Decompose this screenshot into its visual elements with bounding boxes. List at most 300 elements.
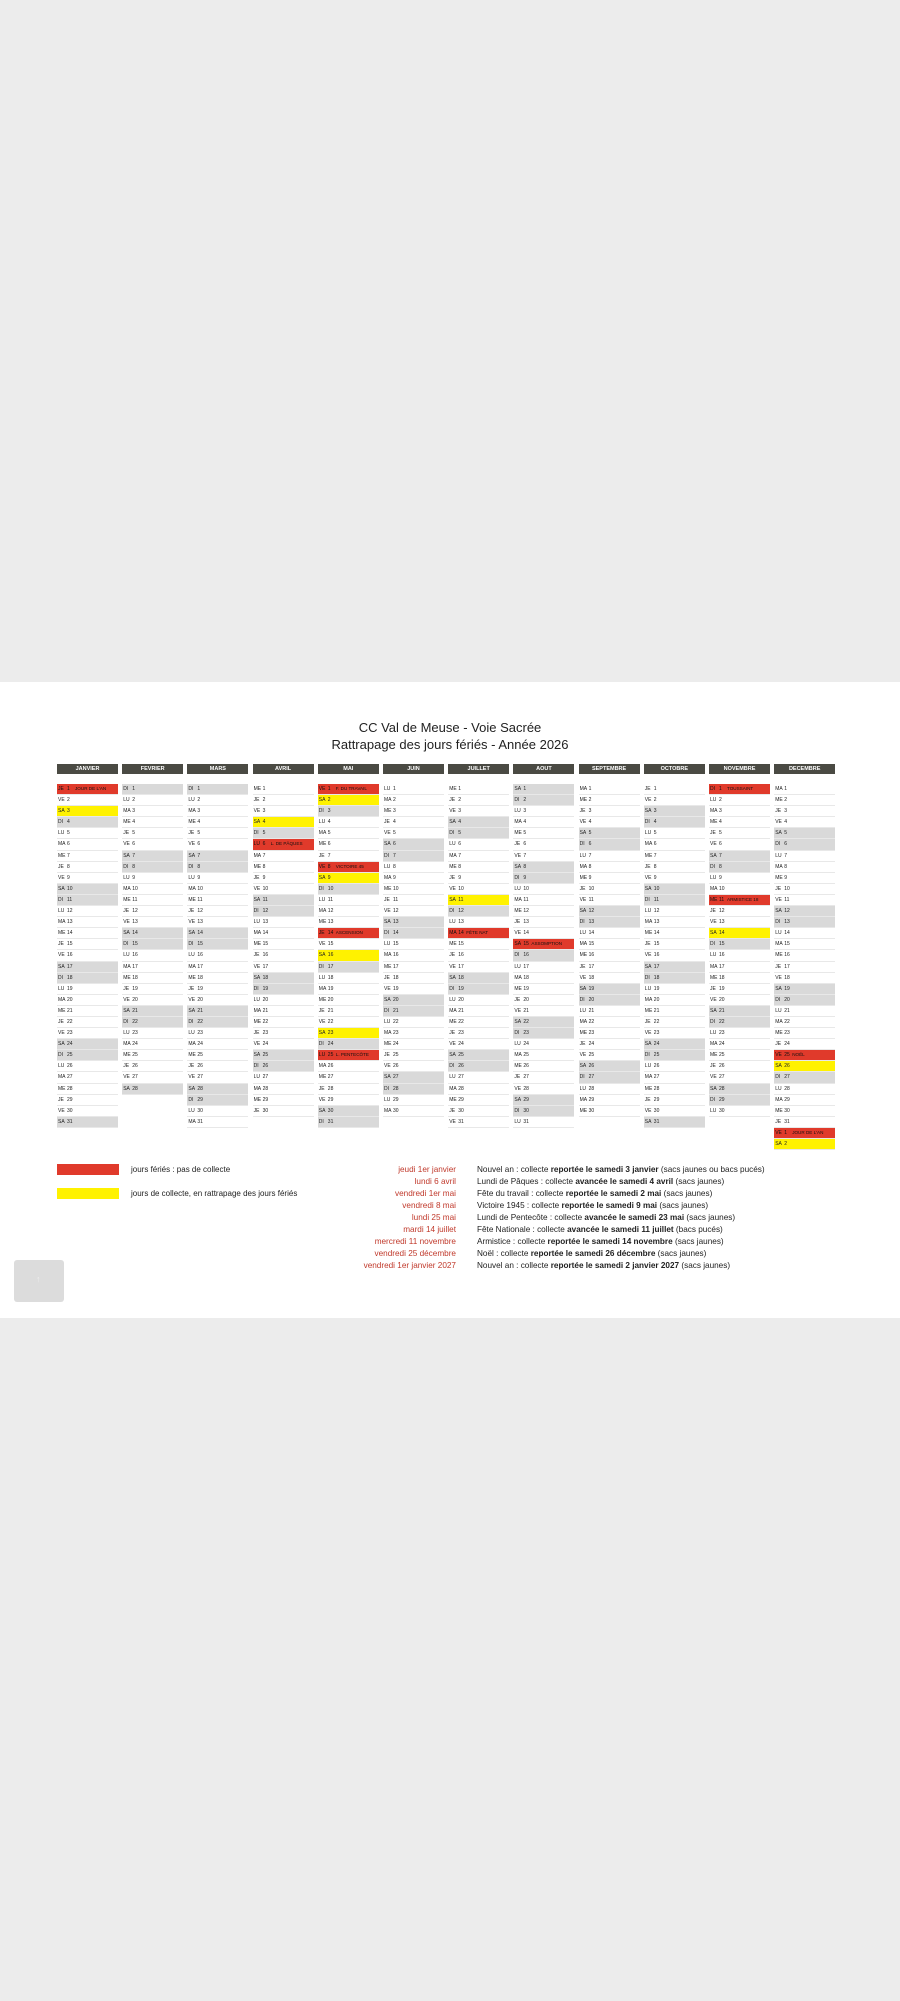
day-number: 31 xyxy=(197,1118,203,1125)
day-row xyxy=(57,973,118,984)
weekday-label: JE xyxy=(318,1007,325,1014)
weekday-label: SA xyxy=(123,852,130,859)
day-number: 20 xyxy=(67,996,73,1003)
day-number: 26 xyxy=(523,1063,529,1070)
day-number: 24 xyxy=(393,1041,399,1048)
day-row xyxy=(644,1017,705,1028)
weekday-label: ME xyxy=(710,896,718,903)
weekday-label: VE xyxy=(514,1085,522,1092)
day-row xyxy=(774,1084,835,1095)
weekday-label: MA xyxy=(514,896,522,903)
weekday-label: JE xyxy=(710,908,716,915)
holiday-label: L. DE PÂQUES xyxy=(270,841,303,847)
day-row xyxy=(644,806,705,817)
day-row xyxy=(318,873,379,884)
day-number: 9 xyxy=(719,874,722,881)
month-header: JANVIER xyxy=(57,764,118,774)
weekday-label: MA xyxy=(384,1030,392,1037)
day-number: 29 xyxy=(588,1096,595,1103)
weekday-label: SA xyxy=(579,908,587,915)
weekday-label: LU xyxy=(253,841,260,848)
day-row xyxy=(709,950,770,961)
day-row xyxy=(644,817,705,828)
weekday-label: DI xyxy=(579,841,585,848)
day-row xyxy=(187,862,248,873)
day-number: 22 xyxy=(262,1018,269,1025)
weekday-label: ME xyxy=(253,1096,262,1103)
day-number: 25 xyxy=(262,1052,269,1059)
day-row xyxy=(318,1084,379,1095)
weekday-label: DI xyxy=(449,1063,455,1070)
weekday-label: JE xyxy=(514,841,521,848)
day-number: 17 xyxy=(67,963,73,970)
day-row xyxy=(57,1072,118,1083)
weekday-label: VE xyxy=(775,974,782,981)
day-row xyxy=(57,862,118,873)
day-row xyxy=(57,1117,118,1128)
weekday-label: DI xyxy=(384,930,389,937)
day-row xyxy=(644,795,705,806)
weekday-label: VE xyxy=(318,863,326,870)
holiday-label: ASCENSION xyxy=(335,930,363,936)
weekday-label: JE xyxy=(775,963,782,970)
day-row xyxy=(122,906,183,917)
day-row xyxy=(774,1028,835,1039)
weekday-label: VE xyxy=(579,896,587,903)
weekday-label: JE xyxy=(514,996,521,1003)
day-number: 9 xyxy=(523,874,527,881)
day-row xyxy=(579,1095,640,1106)
weekday-label: DI xyxy=(710,1096,715,1103)
day-number: 8 xyxy=(523,863,527,870)
day-row xyxy=(513,950,574,961)
weekday-label: VE xyxy=(58,797,65,804)
note-prefix: Lundi de Pentecôte : collecte xyxy=(477,1213,585,1222)
day-row xyxy=(513,917,574,928)
day-row xyxy=(57,962,118,973)
day-number: 2 xyxy=(393,797,396,804)
weekday-label: DI xyxy=(188,863,194,870)
day-row xyxy=(448,984,509,995)
day-row xyxy=(57,984,118,995)
day-row xyxy=(644,962,705,973)
document-title: CC Val de Meuse - Voie Sacrée xyxy=(358,720,542,735)
day-row xyxy=(448,884,509,895)
day-number: 19 xyxy=(588,985,595,992)
day-row xyxy=(253,906,314,917)
weekday-label: LU xyxy=(58,985,65,992)
weekday-label: ME xyxy=(514,908,522,915)
day-row xyxy=(774,1139,835,1150)
day-number: 4 xyxy=(458,819,461,826)
day-row xyxy=(448,1017,509,1028)
day-row xyxy=(187,828,248,839)
day-number: 25 xyxy=(719,1052,725,1059)
day-row xyxy=(57,939,118,950)
day-number: 23 xyxy=(132,1030,138,1037)
day-row xyxy=(253,895,314,906)
weekday-label: JE xyxy=(449,797,456,804)
holiday-description xyxy=(477,1200,708,1212)
weekday-label: DI xyxy=(123,1018,129,1025)
day-row xyxy=(774,917,835,928)
weekday-label: DI xyxy=(318,1118,324,1125)
weekday-label: MA xyxy=(579,941,588,948)
day-number: 20 xyxy=(523,996,529,1003)
day-number: 24 xyxy=(719,1041,725,1048)
day-number: 17 xyxy=(719,963,725,970)
day-number: 16 xyxy=(132,952,138,959)
day-number: 20 xyxy=(132,996,138,1003)
day-number: 8 xyxy=(327,863,331,870)
day-row xyxy=(122,828,183,839)
day-row xyxy=(122,873,183,884)
weekday-label: VE xyxy=(188,1074,196,1081)
day-number: 17 xyxy=(132,963,138,970)
weekday-label: JE xyxy=(123,985,130,992)
day-number: 13 xyxy=(197,919,203,926)
note-bold: reportée le samedi 2 mai xyxy=(565,1189,662,1198)
day-number: 12 xyxy=(393,908,399,915)
weekday-label: JE xyxy=(188,985,195,992)
day-row xyxy=(448,1072,509,1083)
day-number: 29 xyxy=(262,1096,269,1103)
day-row xyxy=(253,1039,314,1050)
legend-rattrapage-label: jours de collecte, en rattrapage des jours fériés xyxy=(131,1189,298,1198)
weekday-label: SA xyxy=(579,1063,587,1070)
day-number: 13 xyxy=(784,919,790,926)
weekday-label: MA xyxy=(710,808,718,815)
note-suffix: (sacs jaunes) xyxy=(655,1249,707,1258)
day-row xyxy=(579,1028,640,1039)
weekday-label: ME xyxy=(644,1085,653,1092)
weekday-label: SA xyxy=(318,1107,326,1114)
day-row xyxy=(513,1095,574,1106)
day-row xyxy=(383,895,444,906)
day-row xyxy=(774,839,835,850)
day-number: 7 xyxy=(327,852,331,859)
day-row xyxy=(318,1017,379,1028)
weekday-label: ME xyxy=(579,874,588,881)
day-number: 6 xyxy=(784,841,787,848)
weekday-label: JE xyxy=(449,1107,456,1114)
day-row xyxy=(187,806,248,817)
day-row xyxy=(253,851,314,862)
day-number: 2 xyxy=(719,797,722,804)
day-number: 17 xyxy=(327,963,334,970)
day-row xyxy=(187,973,248,984)
day-row xyxy=(187,917,248,928)
day-row xyxy=(187,939,248,950)
day-row xyxy=(644,1039,705,1050)
day-number: 26 xyxy=(327,1063,334,1070)
weekday-label: VE xyxy=(188,841,196,848)
weekday-label: JE xyxy=(253,952,260,959)
day-row xyxy=(318,995,379,1006)
calendar-document xyxy=(0,682,900,1318)
day-number: 15 xyxy=(132,941,138,948)
weekday-label: JE xyxy=(123,830,130,837)
day-number: 15 xyxy=(197,941,203,948)
day-number: 5 xyxy=(784,830,787,837)
day-row xyxy=(253,1006,314,1017)
day-row xyxy=(383,839,444,850)
weekday-label: SA xyxy=(514,1018,522,1025)
day-row xyxy=(318,1039,379,1050)
weekday-label: DI xyxy=(514,797,520,804)
day-row xyxy=(774,806,835,817)
day-number: 30 xyxy=(719,1107,725,1114)
day-number: 21 xyxy=(784,1007,790,1014)
day-row xyxy=(187,1039,248,1050)
weekday-label: VE xyxy=(318,1096,326,1103)
weekday-label: SA xyxy=(514,786,522,792)
weekday-label: MA xyxy=(775,1096,783,1103)
day-row xyxy=(579,984,640,995)
day-number: 1 xyxy=(719,786,722,792)
day-number: 24 xyxy=(327,1041,334,1048)
day-row xyxy=(318,917,379,928)
weekday-label: MA xyxy=(775,941,783,948)
day-row xyxy=(187,1117,248,1128)
day-number: 22 xyxy=(67,1018,73,1025)
day-number: 14 xyxy=(719,930,725,937)
day-row xyxy=(253,1061,314,1072)
holiday-note xyxy=(300,1200,860,1212)
day-number: 4 xyxy=(653,819,657,826)
weekday-label: VE xyxy=(449,963,456,970)
month-mai xyxy=(318,764,379,1125)
day-row xyxy=(579,973,640,984)
weekday-label: ME xyxy=(58,1007,66,1014)
day-number: 16 xyxy=(197,952,203,959)
day-row xyxy=(709,962,770,973)
weekday-label: VE xyxy=(449,885,456,892)
day-number: 10 xyxy=(67,885,73,892)
note-bold: reportée le samedi 2 janvier 2027 xyxy=(550,1261,680,1270)
day-number: 6 xyxy=(523,841,527,848)
weekday-label: LU xyxy=(449,841,456,848)
note-bold: reportée le samedi 14 novembre xyxy=(547,1237,673,1246)
note-prefix: Noël : collecte xyxy=(477,1249,531,1258)
day-number: 25 xyxy=(197,1052,203,1059)
legend-ferie-label: jours fériés : pas de collecte xyxy=(131,1165,231,1174)
day-row xyxy=(187,906,248,917)
day-number: 25 xyxy=(653,1052,660,1059)
weekday-label: ME xyxy=(58,852,66,859)
weekday-label: DI xyxy=(775,841,781,848)
day-number: 1 xyxy=(132,786,135,792)
weekday-label: SA xyxy=(188,1085,196,1092)
weekday-label: LU xyxy=(318,896,326,903)
day-number: 27 xyxy=(784,1074,790,1081)
day-number: 23 xyxy=(523,1030,529,1037)
day-row xyxy=(644,839,705,850)
day-number: 27 xyxy=(393,1074,399,1081)
day-row xyxy=(253,1017,314,1028)
scroll-top-button[interactable] xyxy=(14,1260,64,1302)
weekday-label: MA xyxy=(384,874,392,881)
day-row xyxy=(318,895,379,906)
day-row xyxy=(579,917,640,928)
weekday-label: VE xyxy=(775,896,782,903)
day-row xyxy=(513,1061,574,1072)
weekday-label: VE xyxy=(710,996,717,1003)
day-row xyxy=(513,828,574,839)
day-number: 24 xyxy=(588,1041,595,1048)
day-row xyxy=(57,839,118,850)
weekday-label: SA xyxy=(123,930,130,937)
day-row xyxy=(122,795,183,806)
day-row xyxy=(57,1028,118,1039)
weekday-label: SA xyxy=(710,1085,717,1092)
weekday-label: SA xyxy=(58,808,65,815)
day-row xyxy=(579,1050,640,1061)
weekday-label: MA xyxy=(58,919,66,926)
weekday-label: SA xyxy=(449,1052,456,1059)
day-row xyxy=(513,1106,574,1117)
day-number: 15 xyxy=(458,941,464,948)
day-number: 19 xyxy=(132,985,138,992)
day-number: 18 xyxy=(393,974,399,981)
day-row xyxy=(774,1017,835,1028)
day-row xyxy=(709,928,770,939)
day-row xyxy=(774,995,835,1006)
day-number: 10 xyxy=(327,885,334,892)
holiday-date: jeudi 1er janvier xyxy=(398,1165,456,1174)
day-number: 28 xyxy=(653,1085,660,1092)
day-number: 8 xyxy=(458,863,461,870)
day-number: 2 xyxy=(132,797,135,804)
weekday-label: DI xyxy=(644,819,650,826)
day-number: 26 xyxy=(132,1063,138,1070)
day-number: 22 xyxy=(327,1018,334,1025)
day-row xyxy=(448,906,509,917)
weekday-label: JE xyxy=(644,786,651,792)
weekday-label: DI xyxy=(644,1052,650,1059)
weekday-label: SA xyxy=(644,963,652,970)
weekday-label: LU xyxy=(253,919,260,926)
day-number: 24 xyxy=(132,1041,138,1048)
day-number: 28 xyxy=(327,1085,334,1092)
day-number: 9 xyxy=(132,874,135,881)
day-row xyxy=(448,939,509,950)
day-number: 1 xyxy=(458,786,461,792)
holiday-note xyxy=(300,1260,860,1272)
day-number: 6 xyxy=(327,841,331,848)
day-row xyxy=(644,1006,705,1017)
weekday-label: SA xyxy=(514,1096,522,1103)
day-row xyxy=(448,1028,509,1039)
weekday-label: MA xyxy=(579,1096,588,1103)
day-number: 10 xyxy=(653,885,660,892)
holiday-note xyxy=(300,1224,860,1236)
day-number: 11 xyxy=(197,896,203,903)
day-number: 20 xyxy=(784,996,790,1003)
day-row xyxy=(253,884,314,895)
weekday-label: VE xyxy=(514,1007,522,1014)
day-number: 24 xyxy=(784,1041,790,1048)
day-number: 29 xyxy=(719,1096,725,1103)
day-number: 27 xyxy=(327,1074,334,1081)
day-row xyxy=(57,1039,118,1050)
weekday-label: SA xyxy=(123,1007,130,1014)
weekday-label: SA xyxy=(58,885,65,892)
day-row xyxy=(448,1050,509,1061)
day-number: 29 xyxy=(784,1096,790,1103)
weekday-label: DI xyxy=(449,830,455,837)
day-row xyxy=(383,928,444,939)
weekday-label: SA xyxy=(644,885,652,892)
weekday-label: SA xyxy=(188,930,196,937)
day-row xyxy=(122,862,183,873)
day-row xyxy=(513,1006,574,1017)
day-number: 21 xyxy=(588,1007,595,1014)
day-number: 5 xyxy=(327,830,331,837)
day-row xyxy=(122,806,183,817)
weekday-label: SA xyxy=(710,852,717,859)
day-number: 4 xyxy=(327,819,331,826)
day-number: 9 xyxy=(588,874,592,881)
day-number: 17 xyxy=(393,963,399,970)
day-row xyxy=(774,851,835,862)
weekday-label: ME xyxy=(253,1018,262,1025)
weekday-label: SA xyxy=(58,963,65,970)
day-row xyxy=(513,939,574,950)
day-number: 14 xyxy=(132,930,138,937)
day-number: 18 xyxy=(523,974,529,981)
day-number: 15 xyxy=(784,941,790,948)
day-number: 27 xyxy=(262,1074,269,1081)
day-row xyxy=(709,795,770,806)
day-row xyxy=(513,884,574,895)
day-row xyxy=(57,828,118,839)
day-row xyxy=(57,1061,118,1072)
day-number: 8 xyxy=(67,863,70,870)
day-number: 18 xyxy=(67,974,73,981)
day-number: 2 xyxy=(458,797,461,804)
day-number: 21 xyxy=(327,1007,334,1014)
day-number: 29 xyxy=(327,1096,334,1103)
day-number: 17 xyxy=(588,963,595,970)
weekday-label: ME xyxy=(384,1041,392,1048)
weekday-label: VE xyxy=(710,1074,717,1081)
day-number: 11 xyxy=(67,896,73,903)
day-number: 3 xyxy=(588,808,592,815)
weekday-label: DI xyxy=(188,786,194,792)
weekday-label: MA xyxy=(644,841,653,848)
day-number: 28 xyxy=(719,1085,725,1092)
day-number: 30 xyxy=(327,1107,334,1114)
weekday-label: MA xyxy=(123,808,131,815)
day-row xyxy=(448,817,509,828)
day-number: 30 xyxy=(197,1107,203,1114)
day-number: 25 xyxy=(458,1052,464,1059)
day-row xyxy=(448,851,509,862)
weekday-label: VE xyxy=(644,874,652,881)
day-number: 27 xyxy=(719,1074,725,1081)
weekday-label: DI xyxy=(58,974,63,981)
weekday-label: MA xyxy=(58,1074,66,1081)
day-number: 1 xyxy=(784,786,787,792)
day-number: 19 xyxy=(67,985,73,992)
day-row xyxy=(448,828,509,839)
day-number: 28 xyxy=(262,1085,269,1092)
weekday-label: LU xyxy=(318,1052,326,1059)
day-row xyxy=(774,1106,835,1117)
day-number: 23 xyxy=(67,1030,73,1037)
weekday-label: JE xyxy=(123,908,130,915)
